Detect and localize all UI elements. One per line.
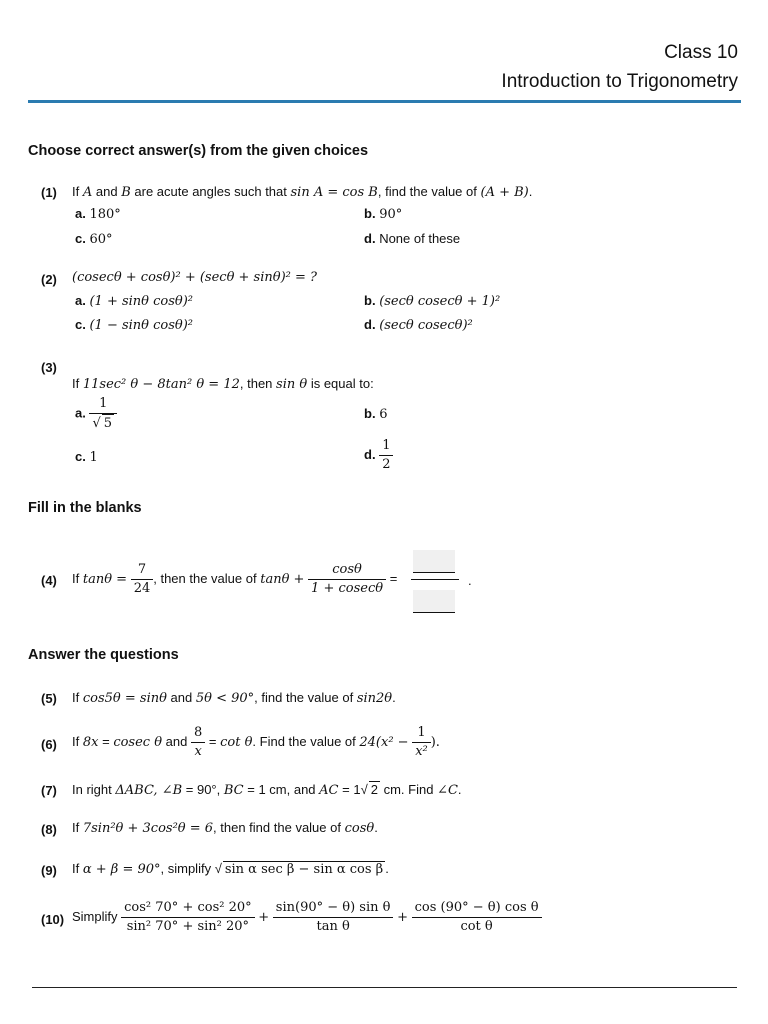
q2-number: (2) [41,272,57,287]
q3-option-c[interactable]: c. 1 [75,449,98,465]
q2-option-b[interactable]: b. (secθ cosecθ + 1)² [364,293,501,309]
section-title-mcq: Choose correct answer(s) from the given choices [28,143,369,159]
q4-blank-numerator[interactable] [413,550,455,573]
q9-text: If α + β = 90°, simplify √ sin α sec β − sin α cos β . [72,861,389,877]
q2-option-d[interactable]: d. (secθ cosecθ)² [364,317,473,333]
q6-text: If 8x = cosec θ and $\frac{8}{x}$ = cot θ. Find the value of 24(x² − $\frac{1}{\text{x²}}$ ). [72,725,440,759]
q8-text: If 7sin²θ + 3cos²θ = 6, then find the value of cosθ. [72,820,378,836]
q5-number: (5) [41,691,57,706]
q1-option-a[interactable]: a. 180° [75,206,121,222]
q4-blank-fraction-bar [411,579,459,580]
q1-option-d[interactable]: d. None of these [364,231,461,246]
q4-end: . [468,573,472,588]
q4-number: (4) [41,573,57,588]
q6-number: (6) [41,737,57,752]
q3-option-a[interactable]: a. $\frac{1}{√ 5}$ [75,395,117,433]
q8-number: (8) [41,822,57,837]
q3-number: (3) [41,360,57,375]
q10-number: (10) [41,912,65,927]
q7-number: (7) [41,783,57,798]
q1-text: If A and B are acute angles such that sin A = cos B, find the value of (A + B). [72,184,533,200]
q4-blank-denominator[interactable] [413,590,455,613]
q1-option-c[interactable]: c. 60° [75,231,113,247]
q3-text: If 11sec² θ − 8tan² θ = 12, then sin θ is equal to: [72,376,374,392]
q10-text: Simplify $\frac{\text{cos² 70° + cos² 20°}}{\text{sin² 70° + sin² 20°}}$ + $\frac{\text{sin(90° − θ) sin θ}}{\text{tan θ}}$ + $\frac{\text{cos (90° − θ) cos θ}}{\text{cot θ}}$ [72,899,542,936]
q9-number: (9) [41,863,57,878]
q5-text: If cos5θ = sinθ and 5θ < 90°, find the value of sin2θ. [72,690,396,706]
q3-option-b[interactable]: b. 6 [364,406,388,422]
q7-text: In right ΔABC, ∠B = 90°, BC = 1 cm, and AC = 1√ 2 cm. Find ∠C. [72,782,462,798]
footer-rule [32,987,737,988]
header-class: Class 10 [664,42,738,63]
q2-option-a[interactable]: a. (1 + sinθ cosθ)² [75,293,194,309]
q1-number: (1) [41,185,57,200]
q4-text: If tanθ = $\frac{7}{24}$ , then the value of tanθ + $\frac{\cos\theta}{1 + cosec\theta}$ = [72,562,398,596]
q2-option-c[interactable]: c. (1 − sinθ cosθ)² [75,317,194,333]
q2-expression: (cosecθ + cosθ)² + (secθ + sinθ)² = ? [72,270,317,285]
q1-option-b[interactable]: b. 90° [364,206,403,222]
section-title-fill: Fill in the blanks [28,500,142,516]
header-rule [28,100,741,103]
section-title-answer: Answer the questions [28,647,179,663]
header-subject: Introduction to Trigonometry [501,71,738,92]
q3-option-d[interactable]: d. $\frac{1}{2}$ [364,437,393,474]
